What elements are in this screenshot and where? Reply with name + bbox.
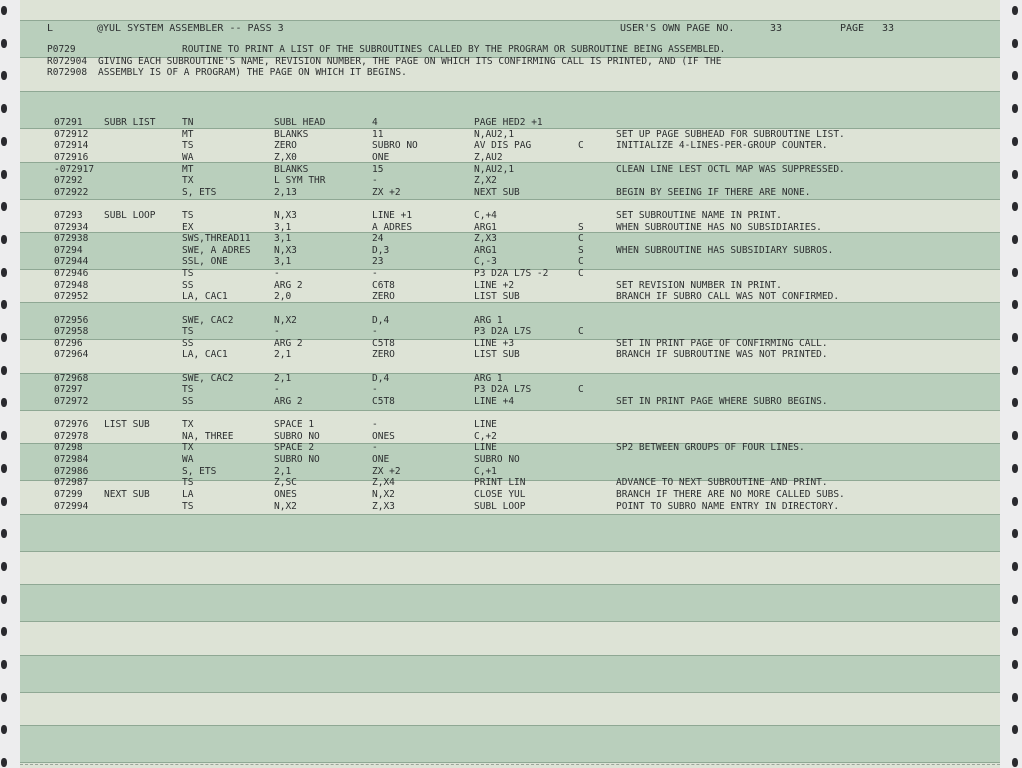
- listing-operand-1: -: [274, 268, 280, 280]
- listing-operand-1: SPACE 1: [274, 419, 315, 431]
- listing-flag: C: [578, 140, 584, 152]
- listing-operand-3: ARG 1: [474, 372, 503, 384]
- feed-hole: [1, 268, 7, 277]
- listing-row: [20, 455, 1000, 465]
- listing-remark: POINT TO SUBRO NAME ENTRY IN DIRECTORY.: [616, 500, 840, 512]
- listing-operand-1: 2,1: [274, 465, 292, 477]
- listing-operand-3: PRINT LIN: [474, 477, 526, 489]
- listing-opcode: SWS,THREAD11: [182, 233, 251, 245]
- listing-operand-3: Z,X3: [474, 233, 497, 245]
- listing-remark: ADVANCE TO NEXT SUBROUTINE AND PRINT.: [616, 477, 828, 489]
- listing-operand-1: 3,1: [274, 233, 292, 245]
- listing-operand-3: ARG 1: [474, 314, 503, 326]
- listing-row: [20, 153, 1000, 163]
- listing-opcode: S, ETS: [182, 186, 217, 198]
- feed-hole: [1, 398, 7, 407]
- page-header: [20, 24, 1000, 34]
- listing-operand-2: ONE: [372, 454, 390, 465]
- feed-hole: [1012, 431, 1018, 440]
- listing-operand-1: BLANKS: [274, 128, 309, 140]
- listing-row: [20, 141, 1000, 151]
- listing-operand-2: ZERO: [372, 349, 395, 361]
- listing-opcode: SS: [182, 337, 194, 349]
- listing-location: 072986: [54, 465, 89, 477]
- listing-operand-3: LIST SUB: [474, 349, 520, 361]
- listing-location: 072984: [54, 454, 89, 465]
- listing-location: 072972: [54, 395, 89, 407]
- listing-operand-2: Z,X3: [372, 500, 395, 512]
- listing-row: [20, 432, 1000, 442]
- listing-flag: S: [578, 221, 584, 233]
- listing-operand-2: 15: [372, 163, 384, 175]
- listing-location: 072978: [54, 430, 89, 442]
- feed-hole: [1012, 202, 1018, 211]
- listing-operand-1: SPACE 2: [274, 442, 315, 454]
- comment-line: [20, 68, 1000, 78]
- listing-opcode: EX: [182, 221, 194, 233]
- listing-operand-3: C,-3: [474, 256, 497, 268]
- feed-hole: [1012, 366, 1018, 375]
- feed-hole: [1012, 464, 1018, 473]
- listing-opcode: TS: [182, 500, 194, 512]
- listing-remark: SET SUBROUTINE NAME IN PRINT.: [616, 210, 782, 221]
- listing-operand-3: C,+4: [474, 210, 497, 221]
- listing-flag: S: [578, 244, 584, 256]
- comment-line: [20, 45, 1000, 55]
- listing-row: [20, 374, 1000, 384]
- listing-remark: SET UP PAGE SUBHEAD FOR SUBROUTINE LIST.: [616, 128, 845, 140]
- listing-remark: WHEN SUBROUTINE HAS NO SUBSIDIARIES.: [616, 221, 822, 233]
- listing-opcode: TS: [182, 210, 194, 221]
- listing-operand-2: -: [372, 419, 378, 431]
- listing-remark: BRANCH IF SUBRO CALL WAS NOT CONFIRMED.: [616, 291, 840, 303]
- listing-operand-1: ZERO: [274, 140, 297, 152]
- listing-row: [20, 362, 1000, 372]
- listing-operand-2: C5T8: [372, 395, 395, 407]
- listing-location: 072952: [54, 291, 89, 303]
- listing-opcode: TS: [182, 140, 194, 152]
- listing-remark: CLEAN LINE LEST OCTL MAP WAS SUPPRESSED.: [616, 163, 845, 175]
- listing-operand-3: P3 D2A L7S: [474, 384, 532, 396]
- listing-location: 072914: [54, 140, 89, 152]
- feed-hole: [1, 758, 7, 767]
- header-title: @YUL SYSTEM ASSEMBLER -- PASS 3: [97, 23, 284, 34]
- feed-hole: [1, 366, 7, 375]
- listing-flag: C: [578, 256, 584, 268]
- feed-hole: [1, 235, 7, 244]
- listing-operand-2: ZX +2: [372, 186, 401, 198]
- green-bar: [20, 584, 1000, 622]
- listing-operand-1: ONES: [274, 488, 297, 500]
- feed-hole: [1, 39, 7, 48]
- listing-flag: C: [578, 233, 584, 245]
- listing-operand-3: Z,AU2: [474, 151, 503, 163]
- listing-opcode: TS: [182, 477, 194, 489]
- feed-hole: [1, 333, 7, 342]
- comment-line: [20, 57, 1000, 67]
- listing-location: 072956: [54, 314, 89, 326]
- listing-operand-2: -: [372, 326, 378, 338]
- listing-operand-3: PAGE HED2 +1: [474, 117, 543, 128]
- listing-operand-2: ONE: [372, 151, 390, 163]
- listing-opcode: NA, THREE: [182, 430, 234, 442]
- listing-operand-2: LINE +1: [372, 210, 413, 221]
- listing-operand-1: N,X2: [274, 500, 297, 512]
- listing-row: [20, 211, 1000, 221]
- listing-row: [20, 397, 1000, 407]
- feed-hole: [1012, 333, 1018, 342]
- listing-location: 072987: [54, 477, 89, 489]
- listing-row: [20, 502, 1000, 512]
- feed-hole: [1012, 725, 1018, 734]
- listing-row: [20, 327, 1000, 337]
- right-tractor-margin: [1000, 0, 1022, 768]
- listing-opcode: WA: [182, 454, 194, 465]
- listing-opcode: TX: [182, 175, 194, 187]
- listing-row: [20, 385, 1000, 395]
- listing-operand-2: Z,X4: [372, 477, 395, 489]
- listing-location: 07297: [54, 384, 83, 396]
- listing-opcode: SWE, A ADRES: [182, 244, 251, 256]
- listing-opcode: TS: [182, 384, 194, 396]
- listing-operand-1: N,X3: [274, 210, 297, 221]
- feed-hole: [1, 497, 7, 506]
- listing-operand-2: ZERO: [372, 291, 395, 303]
- listing-opcode: LA, CAC1: [182, 291, 228, 303]
- listing-operand-1: 2,1: [274, 372, 292, 384]
- listing-location: 07299: [54, 488, 83, 500]
- listing-location: 072922: [54, 186, 89, 198]
- listing-opcode: WA: [182, 151, 194, 163]
- listing-row: [20, 176, 1000, 186]
- listing-opcode: LA, CAC1: [182, 349, 228, 361]
- left-tractor-margin: [0, 0, 20, 768]
- listing-operand-3: NEXT SUB: [474, 186, 520, 198]
- feed-hole: [1, 562, 7, 571]
- feed-hole: [1, 464, 7, 473]
- listing-location: 07294: [54, 244, 83, 256]
- green-bar: [20, 725, 1000, 763]
- feed-hole: [1012, 562, 1018, 571]
- feed-hole: [1, 660, 7, 669]
- listing-operand-2: ONES: [372, 430, 395, 442]
- feed-hole: [1012, 497, 1018, 506]
- listing-operand-2: ZX +2: [372, 465, 401, 477]
- listing-row: [20, 292, 1000, 302]
- listing-operand-3: LIST SUB: [474, 291, 520, 303]
- feed-hole: [1, 6, 7, 15]
- feed-hole: [1, 725, 7, 734]
- listing-location: 072976: [54, 419, 89, 431]
- listing-row: [20, 246, 1000, 256]
- listing-operand-3: C,+1: [474, 465, 497, 477]
- listing-operand-2: C5T8: [372, 337, 395, 349]
- listing-operand-3: LINE: [474, 442, 497, 454]
- listing-operand-3: SUBL LOOP: [474, 500, 526, 512]
- listing-operand-1: SUBRO NO: [274, 454, 320, 465]
- feed-hole: [1012, 300, 1018, 309]
- listing-operand-1: ARG 2: [274, 337, 303, 349]
- listing-row: [20, 420, 1000, 430]
- listing-remark: SET IN PRINT PAGE WHERE SUBRO BEGINS.: [616, 395, 828, 407]
- listing-operand-3: P3 D2A L7S: [474, 326, 532, 338]
- listing-location: 072934: [54, 221, 89, 233]
- green-bar: [20, 655, 1000, 693]
- feed-hole: [1, 595, 7, 604]
- listing-row: [20, 467, 1000, 477]
- listing-operand-2: D,3: [372, 244, 390, 256]
- listing-operand-1: SUBRO NO: [274, 430, 320, 442]
- listing-location: 072968: [54, 372, 89, 384]
- listing-location: 072916: [54, 151, 89, 163]
- listing-location: 072964: [54, 349, 89, 361]
- listing-row: [20, 234, 1000, 244]
- listing-row: [20, 165, 1000, 175]
- listing-opcode: SWE, CAC2: [182, 314, 234, 326]
- page-number: 33: [882, 23, 895, 34]
- listing-operand-3: ARG1: [474, 221, 497, 233]
- listing-row: [20, 118, 1000, 128]
- feed-hole: [1, 300, 7, 309]
- feed-hole: [1012, 71, 1018, 80]
- listing-row: [20, 269, 1000, 279]
- listing-operand-3: LINE +2: [474, 279, 515, 291]
- feed-hole: [1012, 39, 1018, 48]
- feed-hole: [1012, 660, 1018, 669]
- listing-operand-3: SUBRO NO: [474, 454, 520, 465]
- listing-operand-1: 2,13: [274, 186, 297, 198]
- listing-operand-3: AV DIS PAG: [474, 140, 532, 152]
- listing-row: [20, 304, 1000, 314]
- listing-operand-2: N,X2: [372, 488, 395, 500]
- listing-opcode: S, ETS: [182, 465, 217, 477]
- listing-row: [20, 490, 1000, 500]
- green-bar: [20, 514, 1000, 552]
- listing-operand-2: -: [372, 384, 378, 396]
- listing-operand-2: A ADRES: [372, 221, 413, 233]
- listing-location: 072994: [54, 500, 89, 512]
- listing-label: LIST SUB: [104, 419, 150, 431]
- listing-row: [20, 281, 1000, 291]
- own-page-label: USER'S OWN PAGE NO.: [620, 23, 735, 34]
- listing-location: 07293: [54, 210, 83, 221]
- listing-operand-3: ARG1: [474, 244, 497, 256]
- listing-operand-2: 23: [372, 256, 384, 268]
- listing-opcode: SS: [182, 395, 194, 407]
- listing-operand-3: LINE: [474, 419, 497, 431]
- feed-hole: [1, 137, 7, 146]
- header-mark: L: [47, 23, 54, 34]
- listing-operand-1: Z,SC: [274, 477, 297, 489]
- listing-operand-1: N,X3: [274, 244, 297, 256]
- listing-location: 072946: [54, 268, 89, 280]
- listing-operand-2: D,4: [372, 314, 390, 326]
- listing-location: 072944: [54, 256, 89, 268]
- feed-hole: [1012, 6, 1018, 15]
- listing-label: SUBL LOOP: [104, 210, 156, 221]
- listing-operand-1: 3,1: [274, 221, 292, 233]
- listing-operand-2: -: [372, 442, 378, 454]
- listing-operand-3: P3 D2A L7S -2: [474, 268, 549, 280]
- listing-opcode: TX: [182, 419, 194, 431]
- feed-hole: [1, 71, 7, 80]
- listing-operand-1: 2,0: [274, 291, 292, 303]
- listing-opcode: MT: [182, 128, 194, 140]
- listing-row: [20, 188, 1000, 198]
- listing-opcode: LA: [182, 488, 194, 500]
- feed-hole: [1, 627, 7, 636]
- listing-flag: C: [578, 384, 584, 396]
- feed-hole: [1012, 170, 1018, 179]
- listing-operand-3: CLOSE YUL: [474, 488, 526, 500]
- listing-remark: BRANCH IF THERE ARE NO MORE CALLED SUBS.: [616, 488, 845, 500]
- feed-hole: [1, 529, 7, 538]
- listing-operand-3: LINE +3: [474, 337, 515, 349]
- listing-operand-2: SUBRO NO: [372, 140, 418, 152]
- listing-operand-1: SUBL HEAD: [274, 117, 326, 128]
- listing-flag: C: [578, 268, 584, 280]
- feed-hole: [1012, 758, 1018, 767]
- listing-row: [20, 443, 1000, 453]
- listing-opcode: TS: [182, 326, 194, 338]
- listing-opcode: TN: [182, 117, 194, 128]
- listing-operand-3: C,+2: [474, 430, 497, 442]
- listing-operand-2: 11: [372, 128, 384, 140]
- listing-operand-2: -: [372, 268, 378, 280]
- listing-remark: SP2 BETWEEN GROUPS OF FOUR LINES.: [616, 442, 805, 454]
- listing-location: 07292: [54, 175, 83, 187]
- listing-operand-1: ARG 2: [274, 395, 303, 407]
- feed-hole: [1012, 693, 1018, 702]
- listing-remark: BRANCH IF SUBROUTINE WAS NOT PRINTED.: [616, 349, 828, 361]
- feed-hole: [1012, 268, 1018, 277]
- feed-hole: [1, 693, 7, 702]
- listing-location: 072958: [54, 326, 89, 338]
- listing-opcode: SS: [182, 279, 194, 291]
- feed-hole: [1, 202, 7, 211]
- listing-operand-2: -: [372, 175, 378, 187]
- listing-opcode: SSL, ONE: [182, 256, 228, 268]
- listing-location: 072912: [54, 128, 89, 140]
- listing-row: [20, 223, 1000, 233]
- comment-text: ASSEMBLY IS OF A PROGRAM) THE PAGE ON WHICH IT BEGINS.: [98, 67, 407, 78]
- listing-operand-2: C6T8: [372, 279, 395, 291]
- listing-operand-1: -: [274, 384, 280, 396]
- listing-row: [20, 130, 1000, 140]
- listing-label: NEXT SUB: [104, 488, 150, 500]
- feed-hole: [1, 431, 7, 440]
- feed-hole: [1012, 104, 1018, 113]
- feed-hole: [1012, 627, 1018, 636]
- listing-operand-1: 2,1: [274, 349, 292, 361]
- listing-operand-1: N,X2: [274, 314, 297, 326]
- listing-operand-3: LINE +4: [474, 395, 515, 407]
- feed-hole: [1012, 235, 1018, 244]
- listing-row: [20, 409, 1000, 419]
- comment-text: ROUTINE TO PRINT A LIST OF THE SUBROUTINES CALLED BY THE PROGRAM OR SUBROUTINE BEING ASSEMBLED.: [182, 44, 726, 55]
- listing-remark: INITIALIZE 4-LINES-PER-GROUP COUNTER.: [616, 140, 828, 152]
- listing-operand-1: ARG 2: [274, 279, 303, 291]
- listing-operand-3: Z,X2: [474, 175, 497, 187]
- listing-opcode: TX: [182, 442, 194, 454]
- comment-loc: R072908: [47, 67, 88, 78]
- listing-remark: BEGIN BY SEEING IF THERE ARE NONE.: [616, 186, 811, 198]
- listing-location: 072938: [54, 233, 89, 245]
- listing-operand-1: Z,X0: [274, 151, 297, 163]
- listing-operand-1: BLANKS: [274, 163, 309, 175]
- listing-row: [20, 350, 1000, 360]
- listing-label: SUBR LIST: [104, 117, 156, 128]
- own-page-number: 33: [770, 23, 783, 34]
- listing-operand-1: 3,1: [274, 256, 292, 268]
- listing-operand-3: N,AU2,1: [474, 128, 515, 140]
- listing-operand-1: L SYM THR: [274, 175, 326, 187]
- listing-row: [20, 316, 1000, 326]
- listing-opcode: MT: [182, 163, 194, 175]
- listing-location: -072917: [54, 163, 95, 175]
- feed-hole: [1012, 529, 1018, 538]
- listing-operand-1: -: [274, 326, 280, 338]
- feed-hole: [1012, 137, 1018, 146]
- comment-loc: R072904: [47, 56, 88, 67]
- listing-location: 07296: [54, 337, 83, 349]
- feed-hole: [1012, 595, 1018, 604]
- comment-text: GIVING EACH SUBROUTINE'S NAME, REVISION NUMBER, THE PAGE ON WHICH ITS CONFIRMING CALL IS PRINTED, AND (IF THE: [98, 56, 722, 67]
- comment-loc: P0729: [47, 44, 76, 55]
- listing-operand-2: D,4: [372, 372, 390, 384]
- listing-opcode: TS: [182, 268, 194, 280]
- page-label: PAGE: [840, 23, 865, 34]
- listing-remark: SET IN PRINT PAGE OF CONFIRMING CALL.: [616, 337, 828, 349]
- listing-location: 07298: [54, 442, 83, 454]
- feed-hole: [1, 104, 7, 113]
- listing-remark: WHEN SUBROUTINE HAS SUBSIDIARY SUBROS.: [616, 244, 834, 256]
- listing-remark: SET REVISION NUMBER IN PRINT.: [616, 279, 782, 291]
- listing-row: [20, 478, 1000, 488]
- perforation-line: [20, 764, 1000, 766]
- listing-location: 07291: [54, 117, 83, 128]
- listing-flag: C: [578, 326, 584, 338]
- listing-operand-3: N,AU2,1: [474, 163, 515, 175]
- listing-operand-2: 4: [372, 117, 378, 128]
- listing-location: 072948: [54, 279, 89, 291]
- listing-row: [20, 199, 1000, 209]
- printout-page: [20, 0, 1000, 768]
- listing-row: [20, 257, 1000, 267]
- feed-hole: [1, 170, 7, 179]
- feed-hole: [1012, 398, 1018, 407]
- listing-operand-2: 24: [372, 233, 384, 245]
- listing-opcode: SWE, CAC2: [182, 372, 234, 384]
- listing-row: [20, 339, 1000, 349]
